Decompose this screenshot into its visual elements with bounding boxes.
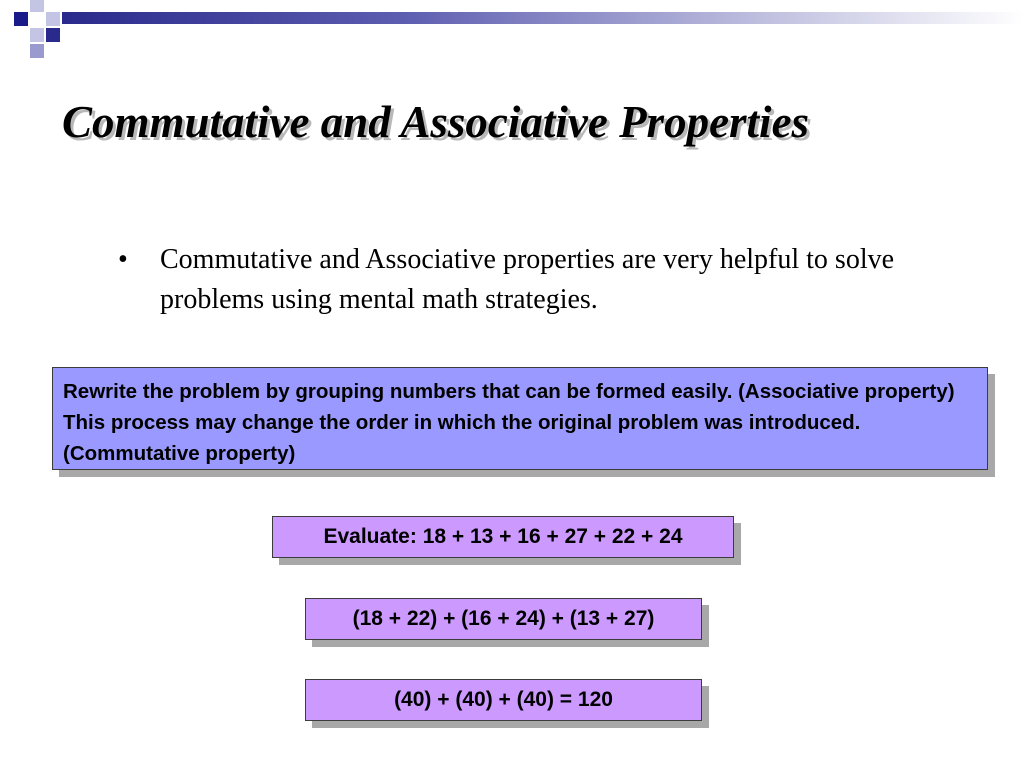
decor-square: [46, 12, 60, 26]
slide-title: Commutative and Associative Properties: [62, 97, 810, 147]
evaluate-expression-box: Evaluate: 18 + 13 + 16 + 27 + 22 + 24: [272, 516, 734, 558]
decor-square: [30, 28, 44, 42]
associative-callout-box: Rewrite the problem by grouping numbers that can be formed easily. (Associative property) This process may change the order in which the original problem was introduced. (Commutative property): [52, 367, 988, 470]
decor-square: [46, 28, 60, 42]
result-expression-box: (40) + (40) + (40) = 120: [305, 679, 702, 721]
bullet-marker: •: [118, 244, 128, 275]
gradient-header-bar: [62, 12, 1024, 24]
decor-square: [30, 0, 44, 12]
slide-decoration: [0, 0, 1024, 62]
decor-square: [14, 12, 28, 26]
grouped-expression-box: (18 + 22) + (16 + 24) + (13 + 27): [305, 598, 702, 640]
bullet-text: Commutative and Associative properties are very helpful to solve problems using mental math strategies.: [160, 244, 895, 315]
decor-square: [30, 44, 44, 58]
bullet-point: [118, 240, 958, 320]
